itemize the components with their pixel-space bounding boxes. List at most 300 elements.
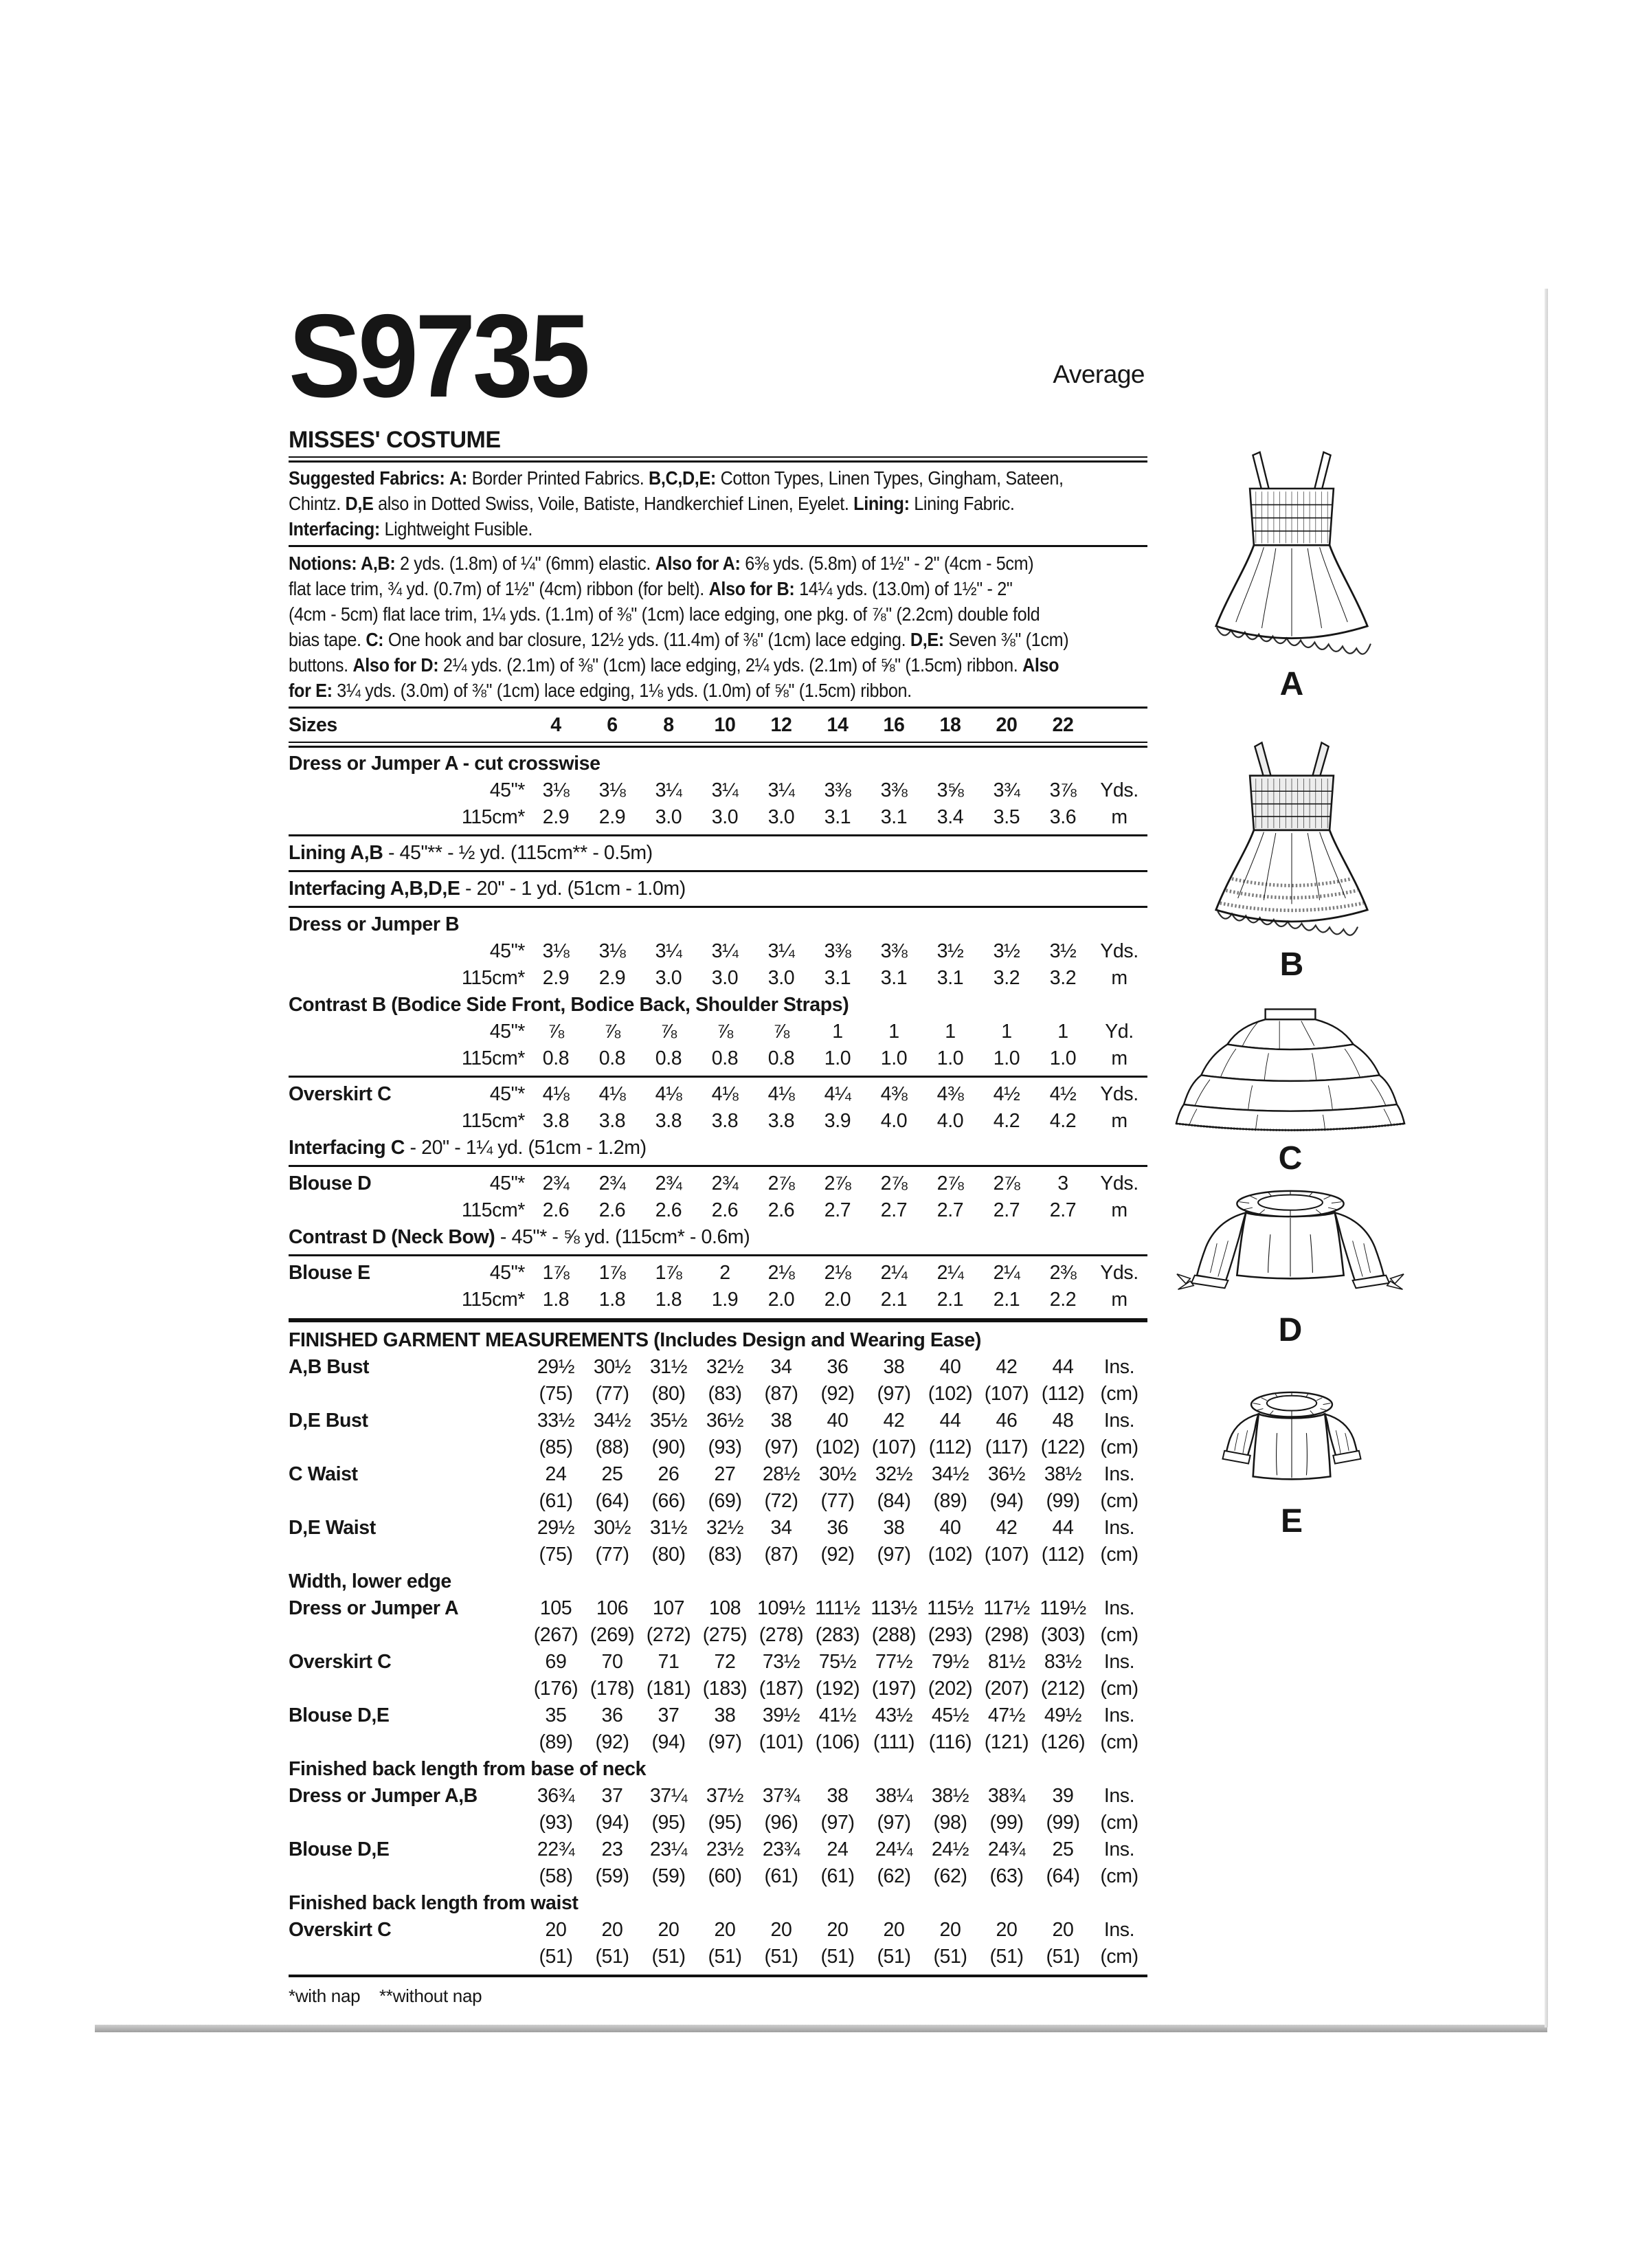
- value-cell: 2: [719, 1262, 730, 1284]
- value-cell: (51): [820, 1946, 855, 1968]
- value-cell: ⅞: [548, 1021, 564, 1043]
- value-cell: (107): [984, 1383, 1029, 1405]
- section-rule: [289, 1165, 1147, 1167]
- text-line: bias tape. C: One hook and bar closure, 12½ yds. (11.4m) of ⅜" (1cm) lace edging. D,E: Seven ⅜" (1cm): [289, 629, 1069, 650]
- text-line: buttons. Also for D: 2¼ yds. (2.1m) of ⅜" (1cm) lace edging, 2¼ yds. (2.1m) of ⅝" (1.5cm) ribbon. Also: [289, 654, 1059, 676]
- data-row: [289, 1108, 1147, 1135]
- text-line: for E: 3¼ yds. (3.0m) of ⅜" (1cm) lace edging, 1⅛ yds. (1.0m) of ⅝" (1.5cm) ribbon.: [289, 680, 912, 701]
- value-cell: 77½: [875, 1651, 913, 1673]
- value-cell: (99): [1046, 1812, 1080, 1834]
- tiered-overskirt-c-line-art: [1171, 1005, 1410, 1137]
- value-cell: 3⅛: [542, 940, 570, 962]
- value-cell: 3¼: [767, 940, 795, 962]
- fabric-width-label: 45"*: [489, 1021, 525, 1043]
- value-cell: 42: [996, 1517, 1018, 1539]
- value-cell: (93): [539, 1812, 573, 1834]
- value-cell: (95): [708, 1812, 742, 1834]
- unit-label: (cm): [1100, 1678, 1138, 1700]
- value-cell: 42: [996, 1356, 1018, 1378]
- size-cell: 14: [827, 714, 849, 736]
- value-cell: ⅞: [660, 1021, 677, 1043]
- size-cell: 12: [770, 714, 792, 736]
- view-label-c: C: [1278, 1140, 1303, 1177]
- value-cell: 3.6: [1049, 806, 1077, 828]
- value-cell: 4.0: [936, 1110, 964, 1132]
- view-label-e: E: [1280, 1503, 1303, 1539]
- value-cell: (116): [928, 1731, 972, 1753]
- size-cell: 6: [607, 714, 618, 736]
- value-cell: 34½: [931, 1463, 969, 1485]
- unit-label: Yds.: [1100, 779, 1138, 801]
- value-cell: 4⅛: [598, 1083, 626, 1105]
- value-cell: 49½: [1044, 1704, 1082, 1726]
- data-row: [289, 1045, 1147, 1072]
- value-cell: 3¼: [767, 779, 795, 801]
- title-rule: [289, 456, 1147, 463]
- value-cell: (61): [539, 1490, 573, 1512]
- value-cell: (97): [820, 1812, 855, 1834]
- value-cell: (51): [595, 1946, 629, 1968]
- value-cell: 4.0: [880, 1110, 908, 1132]
- value-cell: 1: [1057, 1021, 1068, 1043]
- value-cell: (51): [764, 1946, 798, 1968]
- value-cell: 1.0: [824, 1047, 851, 1069]
- value-cell: 31½: [649, 1517, 688, 1539]
- value-cell: ⅞: [717, 1021, 733, 1043]
- value-cell: 1: [832, 1021, 843, 1043]
- value-cell: (112): [928, 1436, 972, 1458]
- value-cell: (77): [595, 1544, 629, 1566]
- value-cell: (83): [708, 1544, 742, 1566]
- value-cell: (93): [708, 1436, 742, 1458]
- value-cell: 119½: [1040, 1597, 1086, 1619]
- data-row: [289, 1649, 1147, 1676]
- section-rule: [289, 870, 1147, 872]
- unit-label: Yds.: [1100, 1172, 1138, 1194]
- value-cell: 69: [545, 1651, 567, 1673]
- value-cell: (62): [877, 1865, 911, 1887]
- value-cell: 38¾: [987, 1785, 1026, 1807]
- data-row: [289, 1019, 1147, 1045]
- value-cell: 4.2: [1049, 1110, 1077, 1132]
- value-cell: 1.0: [936, 1047, 964, 1069]
- size-cell: 22: [1052, 714, 1074, 736]
- value-cell: 3⅛: [598, 940, 626, 962]
- value-cell: 2.7: [1049, 1199, 1077, 1221]
- unit-label: (cm): [1100, 1865, 1138, 1887]
- garment-view-e: [1168, 1384, 1415, 1540]
- data-row: [289, 1081, 1147, 1108]
- value-cell: 1⅞: [598, 1262, 626, 1284]
- section-rule: [289, 545, 1147, 547]
- value-cell: 29½: [537, 1356, 575, 1378]
- value-cell: 117½: [983, 1597, 1030, 1619]
- value-cell: 4½: [993, 1083, 1020, 1105]
- value-cell: (207): [984, 1678, 1029, 1700]
- section-rule: [289, 1076, 1147, 1078]
- row-label: Blouse D: [289, 1172, 372, 1194]
- value-cell: (278): [759, 1624, 804, 1646]
- value-cell: 20: [827, 1919, 849, 1941]
- spec-inline-row: Interfacing A,B,D,E - 20" - 1 yd. (51cm - 1.0m): [289, 878, 686, 900]
- value-cell: 3.1: [824, 806, 851, 828]
- fabric-width-label: 115cm*: [461, 806, 525, 828]
- yardage-and-measurements-table: [289, 712, 1147, 2010]
- value-cell: 20: [1052, 1919, 1074, 1941]
- garment-view-a: [1168, 448, 1415, 703]
- value-cell: 34½: [593, 1410, 631, 1432]
- value-cell: 2.9: [598, 806, 626, 828]
- value-cell: 35½: [649, 1410, 688, 1432]
- text-line: Suggested Fabrics: A: Border Printed Fabrics. B,C,D,E: Cotton Types, Linen Types, Gingham, Sateen,: [289, 467, 1064, 489]
- value-cell: 4⅛: [711, 1083, 739, 1105]
- fabric-width-label: 45"*: [489, 1262, 525, 1284]
- row-label: Overskirt C: [289, 1919, 392, 1941]
- unit-label: m: [1111, 806, 1128, 828]
- value-cell: 4⅛: [767, 1083, 795, 1105]
- value-cell: 3⅛: [542, 779, 570, 801]
- value-cell: 1.0: [993, 1047, 1020, 1069]
- blouse-d-line-art: [1168, 1181, 1413, 1309]
- unit-label: m: [1111, 1289, 1128, 1311]
- value-cell: (88): [595, 1436, 629, 1458]
- section-rule: [289, 742, 1147, 748]
- value-cell: 2⅞: [880, 1172, 908, 1194]
- unit-label: (cm): [1100, 1946, 1138, 1968]
- value-cell: (95): [651, 1812, 686, 1834]
- value-cell: 3¼: [711, 779, 739, 801]
- data-row: [289, 1783, 1147, 1810]
- value-cell: 27: [714, 1463, 736, 1485]
- value-cell: (288): [871, 1624, 917, 1646]
- row-label: Blouse D,E: [289, 1704, 390, 1726]
- value-cell: (122): [1040, 1436, 1086, 1458]
- value-cell: (90): [651, 1436, 686, 1458]
- section-header: Dress or Jumper A - cut crosswise: [289, 753, 601, 775]
- value-cell: (181): [646, 1678, 691, 1700]
- row-label: A,B Bust: [289, 1356, 370, 1378]
- value-cell: 111½: [815, 1597, 860, 1619]
- value-cell: 3⅝: [936, 779, 964, 801]
- data-row: [289, 1836, 1147, 1863]
- fabric-width-label: 45"*: [489, 1172, 525, 1194]
- value-cell: 2¾: [542, 1172, 570, 1194]
- value-cell: (97): [708, 1731, 742, 1753]
- value-cell: 1.8: [542, 1289, 570, 1311]
- data-row: [289, 1197, 1147, 1224]
- section-header: Dress or Jumper B: [289, 913, 460, 935]
- value-cell: (283): [815, 1624, 860, 1646]
- unit-label: (cm): [1100, 1436, 1138, 1458]
- section-rule: [289, 1318, 1147, 1322]
- value-cell: 2⅞: [993, 1172, 1020, 1194]
- value-cell: (94): [989, 1490, 1024, 1512]
- value-cell: (51): [651, 1946, 686, 1968]
- value-cell: 1.0: [1049, 1047, 1077, 1069]
- value-cell: 107: [652, 1597, 685, 1619]
- value-cell: 2¾: [711, 1172, 739, 1194]
- value-cell: 3.1: [824, 967, 851, 989]
- value-cell: 3.0: [767, 967, 795, 989]
- data-row: [289, 1515, 1147, 1542]
- unit-label: Yds.: [1100, 1083, 1138, 1105]
- value-cell: (272): [646, 1624, 691, 1646]
- value-cell: 4⅛: [542, 1083, 570, 1105]
- value-cell: (75): [539, 1544, 573, 1566]
- value-cell: 36½: [987, 1463, 1026, 1485]
- value-cell: (72): [764, 1490, 798, 1512]
- value-cell: 108: [708, 1597, 741, 1619]
- value-cell: (63): [989, 1865, 1024, 1887]
- data-row: [289, 1595, 1147, 1622]
- data-row: [289, 1702, 1147, 1729]
- value-cell: 28½: [762, 1463, 800, 1485]
- value-cell: 25: [601, 1463, 623, 1485]
- value-cell: 36: [827, 1517, 849, 1539]
- value-cell: 71: [658, 1651, 680, 1673]
- garment-view-b: [1168, 737, 1415, 983]
- value-cell: (51): [708, 1946, 742, 1968]
- data-row: [289, 1434, 1147, 1461]
- row-label: Overskirt C: [289, 1083, 392, 1105]
- value-cell: (59): [595, 1865, 629, 1887]
- value-cell: 3: [1057, 1172, 1068, 1194]
- value-cell: 20: [545, 1919, 567, 1941]
- value-cell: 30½: [818, 1463, 857, 1485]
- data-row: [289, 1170, 1147, 1197]
- section-rule: [289, 1975, 1147, 1977]
- garment-view-c: [1163, 1005, 1418, 1177]
- value-cell: 3.0: [655, 806, 682, 828]
- value-cell: 1.9: [711, 1289, 739, 1311]
- unit-label: Ins.: [1103, 1410, 1135, 1432]
- value-cell: 3.9: [824, 1110, 851, 1132]
- value-cell: (97): [764, 1436, 798, 1458]
- value-cell: (178): [590, 1678, 635, 1700]
- data-row: [289, 938, 1147, 965]
- value-cell: 37: [658, 1704, 680, 1726]
- unit-label: Ins.: [1103, 1651, 1135, 1673]
- value-cell: 2¼: [880, 1262, 908, 1284]
- value-cell: (102): [928, 1383, 973, 1405]
- text-line: (4cm - 5cm) flat lace trim, 1¼ yds. (1.1m) of ⅜" (1cm) lace edging, one pkg. of ⅞" (2.2cm) double fold: [289, 603, 1040, 625]
- difficulty-rating: Average: [1053, 360, 1145, 388]
- spec-inline-row: Interfacing C - 20" - 1¼ yd. (51cm - 1.2m): [289, 1137, 647, 1159]
- value-cell: 34: [770, 1356, 792, 1378]
- value-cell: (303): [1040, 1624, 1086, 1646]
- unit-label: Ins.: [1103, 1919, 1135, 1941]
- text-line: Interfacing: Lightweight Fusible.: [289, 518, 533, 540]
- value-cell: 36: [601, 1704, 623, 1726]
- value-cell: 20: [939, 1919, 961, 1941]
- value-cell: 42: [883, 1410, 905, 1432]
- value-cell: (192): [815, 1678, 860, 1700]
- value-cell: 83½: [1044, 1651, 1082, 1673]
- value-cell: 2.0: [824, 1289, 851, 1311]
- value-cell: (84): [877, 1490, 911, 1512]
- main-column: [289, 290, 1147, 2010]
- value-cell: 3½: [936, 940, 964, 962]
- unit-label: Ins.: [1103, 1704, 1135, 1726]
- data-row: [289, 1944, 1147, 1970]
- garment-view-d: [1163, 1181, 1418, 1349]
- value-cell: 3½: [1049, 940, 1077, 962]
- value-cell: (183): [702, 1678, 748, 1700]
- data-row: [289, 1287, 1147, 1313]
- size-cell: 18: [939, 714, 961, 736]
- unit-label: (cm): [1100, 1383, 1138, 1405]
- value-cell: (117): [985, 1436, 1029, 1458]
- value-cell: 44: [939, 1410, 961, 1432]
- value-cell: (111): [873, 1731, 915, 1753]
- value-cell: 2.7: [936, 1199, 964, 1221]
- value-cell: (89): [539, 1731, 573, 1753]
- view-label-b: B: [1279, 946, 1304, 983]
- value-cell: 1: [888, 1021, 899, 1043]
- value-cell: 44: [1052, 1517, 1074, 1539]
- value-cell: 24: [545, 1463, 567, 1485]
- value-cell: 2.1: [936, 1289, 964, 1311]
- value-cell: 3⅞: [1049, 779, 1077, 801]
- row-label: Blouse D,E: [289, 1838, 390, 1860]
- fabric-width-label: 45"*: [489, 1083, 525, 1105]
- value-cell: 72: [714, 1651, 736, 1673]
- size-cell: 20: [996, 714, 1018, 736]
- value-cell: (112): [1041, 1544, 1085, 1566]
- data-row: [289, 1729, 1147, 1756]
- blouse-e-line-art: [1200, 1384, 1384, 1500]
- value-cell: (87): [764, 1383, 798, 1405]
- text-line: Chintz. D,E also in Dotted Swiss, Voile, Batiste, Handkerchief Linen, Eyelet. Lining: Lining Fabric.: [289, 493, 1015, 514]
- value-cell: 34: [770, 1517, 792, 1539]
- value-cell: 36¾: [537, 1785, 575, 1807]
- row-label: D,E Bust: [289, 1410, 368, 1432]
- value-cell: 4⅛: [655, 1083, 682, 1105]
- fabric-width-label: 115cm*: [461, 1289, 525, 1311]
- spec-inline-row: Lining A,B - 45"** - ½ yd. (115cm** - 0.5m): [289, 842, 653, 864]
- value-cell: (202): [928, 1678, 973, 1700]
- value-cell: 20: [770, 1919, 792, 1941]
- value-cell: (75): [539, 1383, 573, 1405]
- unit-label: Ins.: [1103, 1517, 1135, 1539]
- value-cell: 73½: [762, 1651, 800, 1673]
- value-cell: 31½: [649, 1356, 688, 1378]
- value-cell: (99): [1046, 1490, 1080, 1512]
- data-row: [289, 1408, 1147, 1434]
- value-cell: 2⅛: [767, 1262, 795, 1284]
- value-cell: (60): [708, 1865, 742, 1887]
- value-cell: 20: [883, 1919, 905, 1941]
- value-cell: 3.0: [655, 967, 682, 989]
- value-cell: 2.1: [880, 1289, 908, 1311]
- value-cell: 3½: [993, 940, 1020, 962]
- value-cell: 3.0: [767, 806, 795, 828]
- value-cell: 4.2: [993, 1110, 1020, 1132]
- value-cell: 1.0: [880, 1047, 908, 1069]
- value-cell: (94): [595, 1812, 629, 1834]
- value-cell: 3.4: [936, 806, 964, 828]
- value-cell: (51): [539, 1946, 573, 1968]
- value-cell: 38: [827, 1785, 849, 1807]
- value-cell: 2.6: [767, 1199, 795, 1221]
- value-cell: (102): [928, 1544, 973, 1566]
- unit-label: Yds.: [1100, 1262, 1138, 1284]
- value-cell: 3¼: [655, 940, 682, 962]
- value-cell: 3.8: [598, 1110, 626, 1132]
- value-cell: 38½: [931, 1785, 969, 1807]
- garment-title: MISSES' COSTUME: [289, 427, 501, 453]
- value-cell: 3⅜: [824, 940, 851, 962]
- value-cell: 2.7: [993, 1199, 1020, 1221]
- value-cell: 44: [1052, 1356, 1074, 1378]
- value-cell: 1.8: [598, 1289, 626, 1311]
- fabric-width-label: 115cm*: [461, 1110, 525, 1132]
- value-cell: 2¾: [655, 1172, 682, 1194]
- section-rule: [289, 906, 1147, 908]
- value-cell: 2.6: [655, 1199, 682, 1221]
- value-cell: (275): [702, 1624, 748, 1646]
- value-cell: 38¼: [875, 1785, 913, 1807]
- value-cell: 35: [545, 1704, 567, 1726]
- value-cell: (97): [877, 1544, 911, 1566]
- value-cell: 37¼: [649, 1785, 688, 1807]
- value-cell: (69): [708, 1490, 742, 1512]
- value-cell: 3.8: [767, 1110, 795, 1132]
- value-cell: 3.8: [542, 1110, 570, 1132]
- value-cell: 3.0: [711, 806, 739, 828]
- value-cell: 3.1: [880, 967, 908, 989]
- data-row: [289, 1622, 1147, 1649]
- section-header: Contrast B (Bodice Side Front, Bodice Back, Shoulder Straps): [289, 994, 849, 1016]
- value-cell: 46: [996, 1410, 1018, 1432]
- text-line: Notions: A,B: 2 yds. (1.8m) of ¼" (6mm) elastic. Also for A: 6⅜ yds. (5.8m) of 1½" - 2" (4cm - 5cm): [289, 553, 1034, 574]
- unit-label: (cm): [1100, 1731, 1138, 1753]
- value-cell: 2¼: [993, 1262, 1020, 1284]
- value-cell: 3⅜: [824, 779, 851, 801]
- suggested-fabrics-paragraph: [289, 465, 1062, 542]
- unit-label: Ins.: [1103, 1597, 1135, 1619]
- value-cell: 4⅜: [936, 1083, 964, 1105]
- value-cell: (106): [815, 1731, 860, 1753]
- value-cell: (197): [871, 1678, 917, 1700]
- value-cell: 3.2: [1049, 967, 1077, 989]
- unit-label: Ins.: [1103, 1356, 1135, 1378]
- value-cell: 75½: [818, 1651, 857, 1673]
- size-cell: 10: [714, 714, 736, 736]
- section-header: FINISHED GARMENT MEASUREMENTS (Includes Design and Wearing Ease): [289, 1329, 981, 1351]
- section-header: Finished back length from base of neck: [289, 1758, 647, 1780]
- value-cell: 3¼: [711, 940, 739, 962]
- value-cell: (92): [820, 1383, 855, 1405]
- value-cell: (92): [820, 1544, 855, 1566]
- value-cell: (77): [595, 1383, 629, 1405]
- value-cell: 20: [714, 1919, 736, 1941]
- value-cell: (92): [595, 1731, 629, 1753]
- value-cell: 20: [658, 1919, 680, 1941]
- value-cell: (83): [708, 1383, 742, 1405]
- row-label: Dress or Jumper A,B: [289, 1785, 478, 1807]
- section-header: Finished back length from waist: [289, 1892, 579, 1914]
- value-cell: 113½: [871, 1597, 917, 1619]
- row-label: Overskirt C: [289, 1651, 392, 1673]
- fabric-width-label: 45"*: [489, 779, 525, 801]
- data-row: [289, 1354, 1147, 1381]
- value-cell: 43½: [875, 1704, 913, 1726]
- value-cell: (267): [533, 1624, 579, 1646]
- value-cell: 32½: [706, 1356, 744, 1378]
- fabric-width-label: 45"*: [489, 940, 525, 962]
- value-cell: 37¾: [762, 1785, 800, 1807]
